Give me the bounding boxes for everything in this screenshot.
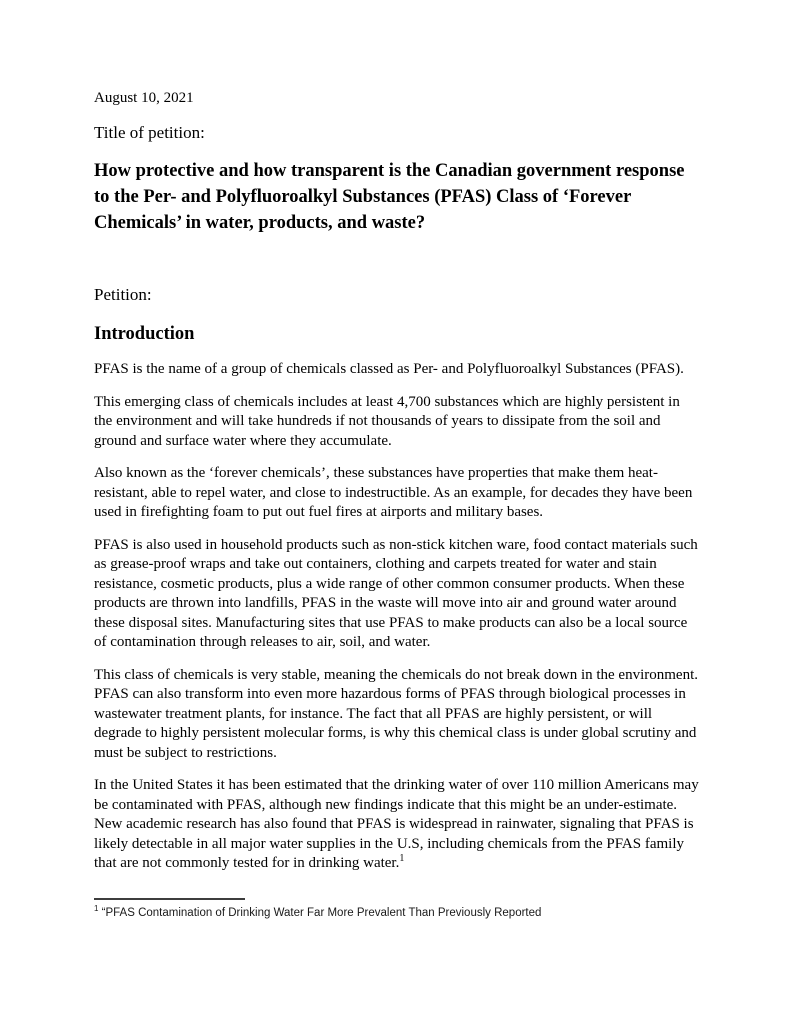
paragraph-household-products: PFAS is also used in household products such as non-stick kitchen ware, food contact materials such as grease-proof wraps and take out containers, clothing and carpets treated for water and stain resistance, cosmetic products, plus a wide range of other common consumer products. When these products are thrown into landfills, PFAS in the waste will move into air and ground water around these disposal sites. Manufacturing sites that use PFAS to make products can also be a local source of contamination through releases to air, soil, and water. — [94, 536, 698, 650]
paragraph-stability: This class of chemicals is very stable, meaning the chemicals do not break down in the environment. PFAS can also transform into even more hazardous forms of PFAS through biological processes in wastewater treatment plants, for instance. The fact that all PFAS are highly persistent, or will degrade to highly persistent molecular forms, is why this chemical class is under global scrutiny and must be subject to restrictions. — [94, 666, 698, 761]
footnote-text: “PFAS Contamination of Drinking Water Far More Prevalent Than Previously Reported — [101, 906, 542, 919]
footnote — [94, 903, 699, 921]
petition-title: How protective and how transparent is the Canadian government response to the Per- and Polyfluoroalkyl Substances (PFAS) Class of ‘Forever Chemicals’ in water, products, and waste? — [94, 161, 685, 233]
paragraph-united-states-text: In the United States it has been estimated that the drinking water of over 110 million Americans may be contaminated with PFAS, although new findings indicate that this might be an under-estimate. New academic research has also found that PFAS is widespread in rainwater, signaling that PFAS is likely detectable in all major water supplies in the U.S, including chemicals from the PFAS family that are not commonly tested for in drinking water. — [94, 777, 699, 871]
document-date: August 10, 2021 — [94, 90, 194, 106]
paragraph-forever-chemicals: Also known as the ‘forever chemicals’, these substances have properties that make them heat-resistant, able to repel water, and close to indestructible. As an example, for decades they have been used in firefighting foam to put out fuel fires at airports and military bases. — [94, 465, 693, 520]
title-of-petition-label: Title of petition: — [94, 123, 205, 142]
footnote-reference: 1 — [399, 853, 405, 864]
paragraph-pfas-definition: PFAS is the name of a group of chemicals classed as Per- and Polyfluoroalkyl Substances (PFAS). — [94, 361, 684, 377]
introduction-heading: Introduction — [94, 324, 195, 344]
footnote-area — [94, 898, 699, 921]
footnote-marker: 1 — [94, 903, 99, 913]
footnote-separator — [94, 898, 245, 900]
petition-label: Petition: — [94, 285, 152, 304]
paragraph-united-states — [94, 776, 699, 874]
paragraph-emerging-class: This emerging class of chemicals includes at least 4,700 substances which are highly persistent in the environment and will take hundreds if not thousands of years to dissipate from the soil and ground and surface water where they accumulate. — [94, 393, 680, 449]
